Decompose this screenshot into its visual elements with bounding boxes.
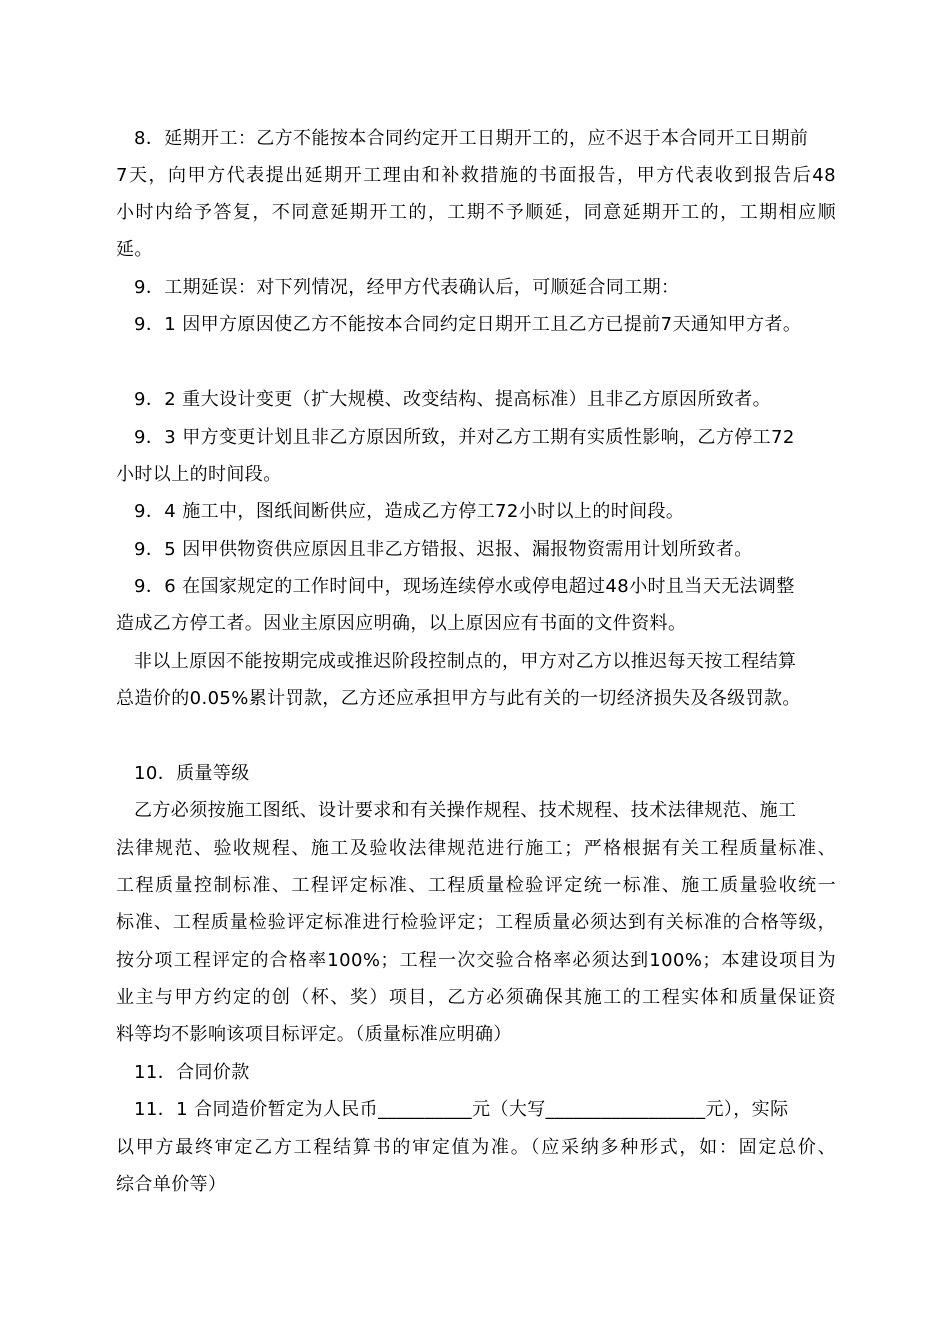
clause-11-1-line-2: 以甲方最终审定乙方工程结算书的审定值为准。（应采纳多种形式，如：固定总价、 <box>116 1137 836 1158</box>
clause-9-3-line-1: 9．3 甲方变更计划且非乙方原因所致，并对乙方工期有实质性影响，乙方停工72 <box>134 427 795 448</box>
penalty-line-1: 非以上原因不能按期完成或推迟阶段控制点的，甲方对乙方以推迟每天按工程结算 <box>134 651 797 672</box>
clause-9-6-line-1: 9．6 在国家规定的工作时间中，现场连续停水或停电超过48小时且当天无法调整 <box>134 576 795 597</box>
clause-9-1: 9．1 因甲方原因使乙方不能按本合同约定日期开工且乙方已提前7天通知甲方者。 <box>134 314 802 335</box>
clause-10-line-2: 法律规范、验收规程、施工及验收法律规范进行施工；严格根据有关工程质量标准、 <box>116 838 836 859</box>
clause-8-line-2: 7天，向甲方代表提出延期开工理由和补救措施的书面报告，甲方代表收到报告后48 <box>116 165 836 186</box>
clause-8-line-1: 8．延期开工：乙方不能按本合同约定开工日期开工的，应不迟于本合同开工日期前 <box>134 128 809 149</box>
clause-9-2: 9．2 重大设计变更（扩大规模、改变结构、提高标准）且非乙方原因所致者。 <box>134 389 772 410</box>
clause-8-line-4: 延。 <box>116 239 153 260</box>
clause-9-heading: 9．工期延误：对下列情况，经甲方代表确认后，可顺延合同工期： <box>134 277 680 298</box>
clause-11-1-line-3: 综合单价等） <box>116 1174 227 1195</box>
clause-10-heading: 10．质量等级 <box>134 763 250 784</box>
clause-10-line-1: 乙方必须按施工图纸、设计要求和有关操作规程、技术规程、技术法律规范、施工 <box>134 800 797 821</box>
clause-9-5: 9．5 因甲供物资供应原因且非乙方错报、迟报、漏报物资需用计划所致者。 <box>134 539 753 560</box>
clause-8-line-3: 小时内给予答复，不同意延期开工的，工期不予顺延，同意延期开工的，工期相应顺 <box>116 202 836 223</box>
clause-9-3-line-2: 小时以上的时间段。 <box>116 464 282 485</box>
clause-9-6-line-2: 造成乙方停工者。因业主原因应明确，以上原因应有书面的文件资料。 <box>116 613 687 634</box>
penalty-line-2: 总造价的0.05%累计罚款，乙方还应承担甲方与此有关的一切经济损失及各级罚款。 <box>116 688 801 709</box>
clause-10-line-7: 料等均不影响该项目标评定。（质量标准应明确） <box>116 1024 512 1045</box>
clause-10-line-5: 按分项工程评定的合格率100%；工程一次交验合格率必须达到100%；本建设项目为 <box>116 950 836 971</box>
clause-10-line-6: 业主与甲方约定的创（杯、奖）项目，乙方必须确保其施工的工程实体和质量保证资 <box>116 987 836 1008</box>
clause-9-4: 9．4 施工中，图纸间断供应，造成乙方停工72小时以上的时间段。 <box>134 501 685 522</box>
clause-11-1-line-1: 11．1 合同造价暂定为人民币__________元（大写_________________元），实际 <box>134 1099 789 1120</box>
clause-10-line-4: 标准、工程质量检验评定标准进行检验评定；工程质量必须达到有关标准的合格等级， <box>116 912 836 933</box>
clause-11-heading: 11．合同价款 <box>134 1062 250 1083</box>
clause-10-line-3: 工程质量控制标准、工程评定标准、工程质量检验评定统一标准、施工质量验收统一 <box>116 875 836 896</box>
